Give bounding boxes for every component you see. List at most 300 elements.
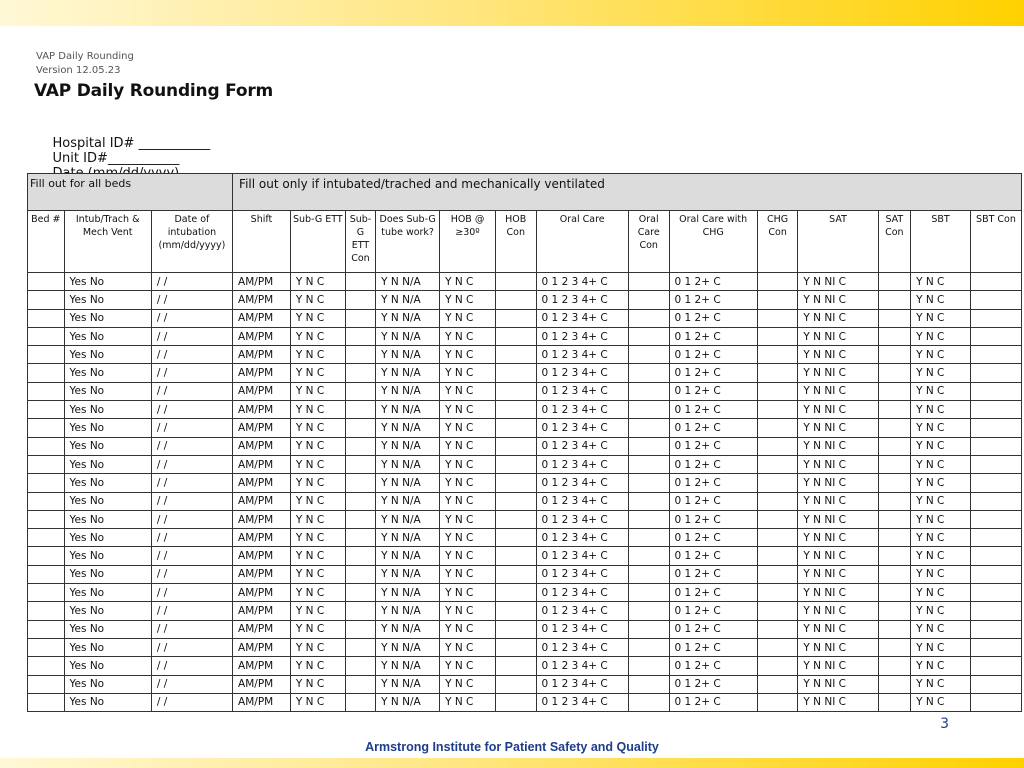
cell-hob[interactable]: Y N C	[440, 364, 496, 382]
cell-date[interactable]: / /	[151, 273, 232, 291]
cell-chg-con[interactable]	[757, 693, 798, 711]
cell-oral-con[interactable]	[628, 492, 669, 510]
cell-oral-care[interactable]: 0 1 2 3 4+ C	[536, 565, 628, 583]
cell-oral-con[interactable]	[628, 602, 669, 620]
cell-tube-work[interactable]: Y N N/A	[376, 510, 440, 528]
cell-oral-con[interactable]	[628, 638, 669, 656]
cell-bed[interactable]	[28, 492, 65, 510]
cell-oral-chg[interactable]: 0 1 2+ C	[669, 492, 757, 510]
cell-sbt-con[interactable]	[970, 401, 1021, 419]
cell-sbt-con[interactable]	[970, 346, 1021, 364]
cell-shift[interactable]: AM/PM	[233, 419, 291, 437]
cell-date[interactable]: / /	[151, 474, 232, 492]
cell-oral-chg[interactable]: 0 1 2+ C	[669, 510, 757, 528]
cell-sat-con[interactable]	[878, 565, 910, 583]
cell-oral-chg[interactable]: 0 1 2+ C	[669, 602, 757, 620]
cell-subg-con[interactable]	[345, 419, 375, 437]
cell-date[interactable]: / /	[151, 547, 232, 565]
cell-sat-con[interactable]	[878, 382, 910, 400]
cell-shift[interactable]: AM/PM	[233, 657, 291, 675]
cell-sbt[interactable]: Y N C	[911, 547, 971, 565]
cell-subg-con[interactable]	[345, 620, 375, 638]
cell-sat[interactable]: Y N NI C	[798, 346, 878, 364]
cell-date[interactable]: / /	[151, 675, 232, 693]
cell-shift[interactable]: AM/PM	[233, 510, 291, 528]
cell-sbt[interactable]: Y N C	[911, 437, 971, 455]
cell-bed[interactable]	[28, 693, 65, 711]
cell-intub[interactable]: Yes No	[64, 309, 151, 327]
cell-oral-con[interactable]	[628, 675, 669, 693]
cell-shift[interactable]: AM/PM	[233, 638, 291, 656]
cell-sat-con[interactable]	[878, 437, 910, 455]
cell-date[interactable]: / /	[151, 364, 232, 382]
cell-oral-care[interactable]: 0 1 2 3 4+ C	[536, 346, 628, 364]
cell-oral-chg[interactable]: 0 1 2+ C	[669, 327, 757, 345]
cell-oral-care[interactable]: 0 1 2 3 4+ C	[536, 492, 628, 510]
cell-shift[interactable]: AM/PM	[233, 492, 291, 510]
cell-oral-care[interactable]: 0 1 2 3 4+ C	[536, 529, 628, 547]
cell-sat-con[interactable]	[878, 364, 910, 382]
cell-hob-con[interactable]	[495, 547, 536, 565]
cell-chg-con[interactable]	[757, 474, 798, 492]
cell-hob[interactable]: Y N C	[440, 455, 496, 473]
cell-sbt-con[interactable]	[970, 364, 1021, 382]
cell-subg-con[interactable]	[345, 693, 375, 711]
cell-shift[interactable]: AM/PM	[233, 291, 291, 309]
cell-intub[interactable]: Yes No	[64, 327, 151, 345]
cell-hob[interactable]: Y N C	[440, 273, 496, 291]
cell-shift[interactable]: AM/PM	[233, 529, 291, 547]
cell-intub[interactable]: Yes No	[64, 273, 151, 291]
cell-subg-con[interactable]	[345, 327, 375, 345]
cell-shift[interactable]: AM/PM	[233, 364, 291, 382]
cell-tube-work[interactable]: Y N N/A	[376, 547, 440, 565]
cell-sbt[interactable]: Y N C	[911, 382, 971, 400]
cell-hob[interactable]: Y N C	[440, 492, 496, 510]
cell-bed[interactable]	[28, 474, 65, 492]
cell-date[interactable]: / /	[151, 529, 232, 547]
cell-date[interactable]: / /	[151, 437, 232, 455]
cell-tube-work[interactable]: Y N N/A	[376, 474, 440, 492]
cell-intub[interactable]: Yes No	[64, 693, 151, 711]
cell-hob[interactable]: Y N C	[440, 510, 496, 528]
cell-sat-con[interactable]	[878, 620, 910, 638]
cell-oral-con[interactable]	[628, 474, 669, 492]
cell-oral-care[interactable]: 0 1 2 3 4+ C	[536, 273, 628, 291]
cell-sat[interactable]: Y N NI C	[798, 657, 878, 675]
cell-shift[interactable]: AM/PM	[233, 620, 291, 638]
cell-sbt[interactable]: Y N C	[911, 638, 971, 656]
cell-shift[interactable]: AM/PM	[233, 327, 291, 345]
cell-intub[interactable]: Yes No	[64, 620, 151, 638]
cell-sbt-con[interactable]	[970, 675, 1021, 693]
cell-chg-con[interactable]	[757, 346, 798, 364]
cell-bed[interactable]	[28, 547, 65, 565]
cell-date[interactable]: / /	[151, 401, 232, 419]
cell-hob[interactable]: Y N C	[440, 657, 496, 675]
cell-sat-con[interactable]	[878, 492, 910, 510]
cell-hob-con[interactable]	[495, 510, 536, 528]
cell-hob-con[interactable]	[495, 675, 536, 693]
cell-subg-con[interactable]	[345, 309, 375, 327]
cell-subg-con[interactable]	[345, 382, 375, 400]
cell-subg[interactable]: Y N C	[290, 346, 345, 364]
cell-bed[interactable]	[28, 657, 65, 675]
cell-oral-care[interactable]: 0 1 2 3 4+ C	[536, 327, 628, 345]
cell-oral-chg[interactable]: 0 1 2+ C	[669, 638, 757, 656]
cell-oral-con[interactable]	[628, 401, 669, 419]
cell-hob-con[interactable]	[495, 273, 536, 291]
cell-hob-con[interactable]	[495, 364, 536, 382]
cell-sbt[interactable]: Y N C	[911, 602, 971, 620]
cell-bed[interactable]	[28, 364, 65, 382]
cell-bed[interactable]	[28, 382, 65, 400]
cell-sat[interactable]: Y N NI C	[798, 602, 878, 620]
cell-oral-chg[interactable]: 0 1 2+ C	[669, 547, 757, 565]
cell-oral-care[interactable]: 0 1 2 3 4+ C	[536, 382, 628, 400]
cell-chg-con[interactable]	[757, 565, 798, 583]
cell-hob-con[interactable]	[495, 401, 536, 419]
cell-sat[interactable]: Y N NI C	[798, 273, 878, 291]
cell-chg-con[interactable]	[757, 510, 798, 528]
cell-intub[interactable]: Yes No	[64, 382, 151, 400]
cell-hob-con[interactable]	[495, 291, 536, 309]
cell-tube-work[interactable]: Y N N/A	[376, 419, 440, 437]
cell-hob-con[interactable]	[495, 529, 536, 547]
cell-sbt-con[interactable]	[970, 584, 1021, 602]
cell-sbt-con[interactable]	[970, 327, 1021, 345]
cell-intub[interactable]: Yes No	[64, 291, 151, 309]
cell-shift[interactable]: AM/PM	[233, 437, 291, 455]
cell-hob-con[interactable]	[495, 474, 536, 492]
cell-intub[interactable]: Yes No	[64, 529, 151, 547]
cell-tube-work[interactable]: Y N N/A	[376, 620, 440, 638]
cell-oral-chg[interactable]: 0 1 2+ C	[669, 474, 757, 492]
cell-hob-con[interactable]	[495, 346, 536, 364]
cell-oral-con[interactable]	[628, 510, 669, 528]
cell-sbt[interactable]: Y N C	[911, 584, 971, 602]
cell-subg[interactable]: Y N C	[290, 474, 345, 492]
cell-date[interactable]: / /	[151, 565, 232, 583]
cell-sat-con[interactable]	[878, 547, 910, 565]
cell-bed[interactable]	[28, 327, 65, 345]
cell-sat-con[interactable]	[878, 291, 910, 309]
cell-tube-work[interactable]: Y N N/A	[376, 364, 440, 382]
cell-sbt-con[interactable]	[970, 437, 1021, 455]
cell-oral-care[interactable]: 0 1 2 3 4+ C	[536, 474, 628, 492]
cell-tube-work[interactable]: Y N N/A	[376, 693, 440, 711]
cell-oral-chg[interactable]: 0 1 2+ C	[669, 419, 757, 437]
cell-hob[interactable]: Y N C	[440, 437, 496, 455]
cell-oral-chg[interactable]: 0 1 2+ C	[669, 620, 757, 638]
cell-oral-chg[interactable]: 0 1 2+ C	[669, 291, 757, 309]
cell-date[interactable]: / /	[151, 346, 232, 364]
cell-subg[interactable]: Y N C	[290, 455, 345, 473]
cell-hob[interactable]: Y N C	[440, 309, 496, 327]
cell-hob-con[interactable]	[495, 620, 536, 638]
cell-intub[interactable]: Yes No	[64, 638, 151, 656]
cell-chg-con[interactable]	[757, 364, 798, 382]
cell-subg-con[interactable]	[345, 474, 375, 492]
cell-chg-con[interactable]	[757, 291, 798, 309]
cell-oral-care[interactable]: 0 1 2 3 4+ C	[536, 437, 628, 455]
cell-date[interactable]: / /	[151, 291, 232, 309]
cell-hob-con[interactable]	[495, 455, 536, 473]
cell-hob-con[interactable]	[495, 419, 536, 437]
cell-bed[interactable]	[28, 675, 65, 693]
cell-hob-con[interactable]	[495, 602, 536, 620]
cell-sat-con[interactable]	[878, 273, 910, 291]
cell-chg-con[interactable]	[757, 492, 798, 510]
cell-oral-care[interactable]: 0 1 2 3 4+ C	[536, 510, 628, 528]
cell-chg-con[interactable]	[757, 638, 798, 656]
cell-oral-care[interactable]: 0 1 2 3 4+ C	[536, 693, 628, 711]
cell-sbt-con[interactable]	[970, 492, 1021, 510]
cell-subg[interactable]: Y N C	[290, 327, 345, 345]
cell-subg-con[interactable]	[345, 675, 375, 693]
cell-hob[interactable]: Y N C	[440, 638, 496, 656]
cell-date[interactable]: / /	[151, 309, 232, 327]
cell-sbt-con[interactable]	[970, 273, 1021, 291]
cell-subg-con[interactable]	[345, 346, 375, 364]
cell-sat[interactable]: Y N NI C	[798, 620, 878, 638]
cell-tube-work[interactable]: Y N N/A	[376, 602, 440, 620]
cell-tube-work[interactable]: Y N N/A	[376, 638, 440, 656]
cell-date[interactable]: / /	[151, 492, 232, 510]
cell-tube-work[interactable]: Y N N/A	[376, 327, 440, 345]
cell-sat-con[interactable]	[878, 401, 910, 419]
cell-sat[interactable]: Y N NI C	[798, 309, 878, 327]
cell-bed[interactable]	[28, 437, 65, 455]
cell-sbt-con[interactable]	[970, 620, 1021, 638]
cell-oral-chg[interactable]: 0 1 2+ C	[669, 675, 757, 693]
cell-subg[interactable]: Y N C	[290, 492, 345, 510]
cell-bed[interactable]	[28, 510, 65, 528]
cell-chg-con[interactable]	[757, 657, 798, 675]
cell-sbt-con[interactable]	[970, 455, 1021, 473]
cell-chg-con[interactable]	[757, 419, 798, 437]
cell-date[interactable]: / /	[151, 327, 232, 345]
cell-date[interactable]: / /	[151, 657, 232, 675]
cell-sbt[interactable]: Y N C	[911, 675, 971, 693]
cell-oral-care[interactable]: 0 1 2 3 4+ C	[536, 657, 628, 675]
cell-sbt[interactable]: Y N C	[911, 693, 971, 711]
cell-intub[interactable]: Yes No	[64, 565, 151, 583]
cell-subg[interactable]: Y N C	[290, 364, 345, 382]
cell-bed[interactable]	[28, 529, 65, 547]
cell-hob[interactable]: Y N C	[440, 675, 496, 693]
cell-subg[interactable]: Y N C	[290, 693, 345, 711]
cell-sbt[interactable]: Y N C	[911, 657, 971, 675]
cell-oral-care[interactable]: 0 1 2 3 4+ C	[536, 291, 628, 309]
cell-intub[interactable]: Yes No	[64, 675, 151, 693]
cell-shift[interactable]: AM/PM	[233, 693, 291, 711]
cell-date[interactable]: / /	[151, 510, 232, 528]
cell-oral-care[interactable]: 0 1 2 3 4+ C	[536, 364, 628, 382]
cell-chg-con[interactable]	[757, 455, 798, 473]
cell-sat-con[interactable]	[878, 675, 910, 693]
cell-oral-con[interactable]	[628, 455, 669, 473]
cell-subg-con[interactable]	[345, 584, 375, 602]
cell-sbt-con[interactable]	[970, 309, 1021, 327]
cell-hob[interactable]: Y N C	[440, 382, 496, 400]
cell-hob-con[interactable]	[495, 437, 536, 455]
cell-shift[interactable]: AM/PM	[233, 346, 291, 364]
cell-sbt[interactable]: Y N C	[911, 364, 971, 382]
cell-subg[interactable]: Y N C	[290, 529, 345, 547]
cell-oral-con[interactable]	[628, 346, 669, 364]
cell-oral-con[interactable]	[628, 437, 669, 455]
cell-shift[interactable]: AM/PM	[233, 565, 291, 583]
cell-sbt[interactable]: Y N C	[911, 291, 971, 309]
cell-sbt[interactable]: Y N C	[911, 620, 971, 638]
cell-intub[interactable]: Yes No	[64, 657, 151, 675]
cell-oral-care[interactable]: 0 1 2 3 4+ C	[536, 419, 628, 437]
cell-bed[interactable]	[28, 401, 65, 419]
cell-subg[interactable]: Y N C	[290, 565, 345, 583]
cell-subg[interactable]: Y N C	[290, 657, 345, 675]
cell-oral-con[interactable]	[628, 620, 669, 638]
cell-date[interactable]: / /	[151, 602, 232, 620]
cell-sbt-con[interactable]	[970, 693, 1021, 711]
cell-date[interactable]: / /	[151, 620, 232, 638]
cell-chg-con[interactable]	[757, 675, 798, 693]
cell-oral-care[interactable]: 0 1 2 3 4+ C	[536, 638, 628, 656]
cell-shift[interactable]: AM/PM	[233, 584, 291, 602]
cell-subg[interactable]: Y N C	[290, 382, 345, 400]
cell-chg-con[interactable]	[757, 620, 798, 638]
cell-oral-chg[interactable]: 0 1 2+ C	[669, 346, 757, 364]
cell-oral-con[interactable]	[628, 529, 669, 547]
cell-subg-con[interactable]	[345, 547, 375, 565]
cell-hob[interactable]: Y N C	[440, 291, 496, 309]
cell-sat[interactable]: Y N NI C	[798, 437, 878, 455]
cell-tube-work[interactable]: Y N N/A	[376, 309, 440, 327]
cell-oral-con[interactable]	[628, 565, 669, 583]
cell-subg[interactable]: Y N C	[290, 620, 345, 638]
cell-oral-care[interactable]: 0 1 2 3 4+ C	[536, 584, 628, 602]
cell-sbt-con[interactable]	[970, 529, 1021, 547]
cell-subg[interactable]: Y N C	[290, 419, 345, 437]
cell-hob[interactable]: Y N C	[440, 419, 496, 437]
cell-oral-care[interactable]: 0 1 2 3 4+ C	[536, 455, 628, 473]
cell-oral-chg[interactable]: 0 1 2+ C	[669, 437, 757, 455]
cell-sat[interactable]: Y N NI C	[798, 327, 878, 345]
cell-intub[interactable]: Yes No	[64, 510, 151, 528]
cell-subg-con[interactable]	[345, 291, 375, 309]
cell-subg[interactable]: Y N C	[290, 638, 345, 656]
cell-hob[interactable]: Y N C	[440, 529, 496, 547]
cell-bed[interactable]	[28, 309, 65, 327]
cell-date[interactable]: / /	[151, 584, 232, 602]
cell-tube-work[interactable]: Y N N/A	[376, 492, 440, 510]
cell-intub[interactable]: Yes No	[64, 364, 151, 382]
cell-sbt-con[interactable]	[970, 602, 1021, 620]
cell-oral-chg[interactable]: 0 1 2+ C	[669, 693, 757, 711]
cell-oral-chg[interactable]: 0 1 2+ C	[669, 309, 757, 327]
cell-sbt[interactable]: Y N C	[911, 346, 971, 364]
cell-subg-con[interactable]	[345, 437, 375, 455]
cell-sat-con[interactable]	[878, 327, 910, 345]
cell-subg-con[interactable]	[345, 602, 375, 620]
cell-chg-con[interactable]	[757, 327, 798, 345]
cell-shift[interactable]: AM/PM	[233, 455, 291, 473]
cell-sat[interactable]: Y N NI C	[798, 547, 878, 565]
cell-sat-con[interactable]	[878, 474, 910, 492]
cell-oral-con[interactable]	[628, 382, 669, 400]
cell-sbt-con[interactable]	[970, 565, 1021, 583]
cell-date[interactable]: / /	[151, 638, 232, 656]
cell-tube-work[interactable]: Y N N/A	[376, 401, 440, 419]
cell-date[interactable]: / /	[151, 455, 232, 473]
cell-sbt[interactable]: Y N C	[911, 565, 971, 583]
cell-subg[interactable]: Y N C	[290, 401, 345, 419]
cell-sat[interactable]: Y N NI C	[798, 382, 878, 400]
cell-bed[interactable]	[28, 346, 65, 364]
cell-sbt-con[interactable]	[970, 419, 1021, 437]
cell-subg-con[interactable]	[345, 510, 375, 528]
cell-sbt[interactable]: Y N C	[911, 529, 971, 547]
cell-subg[interactable]: Y N C	[290, 309, 345, 327]
cell-bed[interactable]	[28, 455, 65, 473]
cell-chg-con[interactable]	[757, 273, 798, 291]
cell-oral-chg[interactable]: 0 1 2+ C	[669, 455, 757, 473]
cell-intub[interactable]: Yes No	[64, 437, 151, 455]
cell-subg[interactable]: Y N C	[290, 675, 345, 693]
cell-sat[interactable]: Y N NI C	[798, 364, 878, 382]
cell-tube-work[interactable]: Y N N/A	[376, 346, 440, 364]
cell-hob-con[interactable]	[495, 492, 536, 510]
cell-sat-con[interactable]	[878, 638, 910, 656]
cell-sat-con[interactable]	[878, 510, 910, 528]
cell-sat-con[interactable]	[878, 455, 910, 473]
cell-sat[interactable]: Y N NI C	[798, 474, 878, 492]
cell-sat[interactable]: Y N NI C	[798, 492, 878, 510]
cell-shift[interactable]: AM/PM	[233, 675, 291, 693]
cell-hob[interactable]: Y N C	[440, 602, 496, 620]
cell-subg-con[interactable]	[345, 401, 375, 419]
cell-sbt[interactable]: Y N C	[911, 401, 971, 419]
cell-sbt[interactable]: Y N C	[911, 474, 971, 492]
cell-subg-con[interactable]	[345, 529, 375, 547]
cell-sat[interactable]: Y N NI C	[798, 693, 878, 711]
cell-subg-con[interactable]	[345, 638, 375, 656]
cell-sbt-con[interactable]	[970, 657, 1021, 675]
cell-sbt[interactable]: Y N C	[911, 455, 971, 473]
cell-bed[interactable]	[28, 419, 65, 437]
cell-hob-con[interactable]	[495, 693, 536, 711]
cell-bed[interactable]	[28, 273, 65, 291]
cell-oral-con[interactable]	[628, 419, 669, 437]
cell-sat-con[interactable]	[878, 419, 910, 437]
cell-oral-chg[interactable]: 0 1 2+ C	[669, 364, 757, 382]
cell-sat[interactable]: Y N NI C	[798, 529, 878, 547]
cell-tube-work[interactable]: Y N N/A	[376, 657, 440, 675]
cell-sat-con[interactable]	[878, 693, 910, 711]
cell-oral-con[interactable]	[628, 547, 669, 565]
cell-chg-con[interactable]	[757, 309, 798, 327]
cell-tube-work[interactable]: Y N N/A	[376, 437, 440, 455]
cell-shift[interactable]: AM/PM	[233, 547, 291, 565]
cell-bed[interactable]	[28, 638, 65, 656]
cell-sbt[interactable]: Y N C	[911, 327, 971, 345]
cell-oral-chg[interactable]: 0 1 2+ C	[669, 565, 757, 583]
cell-intub[interactable]: Yes No	[64, 346, 151, 364]
cell-hob[interactable]: Y N C	[440, 693, 496, 711]
cell-oral-care[interactable]: 0 1 2 3 4+ C	[536, 547, 628, 565]
cell-sat[interactable]: Y N NI C	[798, 291, 878, 309]
cell-sat[interactable]: Y N NI C	[798, 584, 878, 602]
